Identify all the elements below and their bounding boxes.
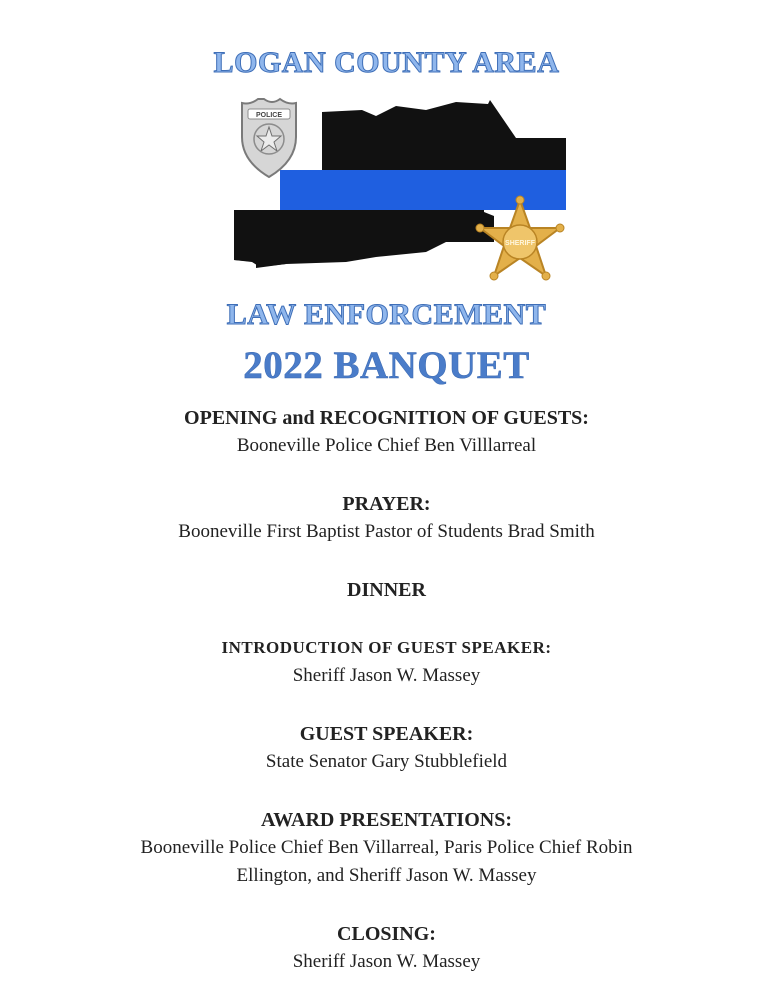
program-heading: INTRODUCTION OF GUEST SPEAKER:	[221, 638, 552, 657]
program-line: Sheriff Jason W. Massey	[292, 665, 481, 686]
title-2022-banquet: 2022 BANQUET	[243, 344, 530, 387]
program-list	[0, 404, 773, 976]
program-line: Sheriff Jason W. Massey	[292, 951, 481, 972]
program-line: State Senator Gary Stubblefield	[265, 751, 508, 772]
program-item-introduction	[0, 634, 773, 690]
program-heading: PRAYER:	[342, 493, 431, 515]
program-item-guest-speaker	[0, 720, 773, 776]
program-item-dinner	[0, 576, 773, 604]
program-heading: AWARD PRESENTATIONS:	[261, 809, 512, 831]
program-line: Booneville Police Chief Ben Villlarreal	[236, 435, 537, 456]
program-item-opening	[0, 404, 773, 460]
program-heading: GUEST SPEAKER:	[299, 723, 474, 745]
program-item-awards	[0, 806, 773, 890]
program-item-closing	[0, 920, 773, 976]
map-top-black-band	[322, 100, 566, 170]
program-line: Booneville Police Chief Ben Villarreal, Paris Police Chief Robin	[140, 837, 633, 858]
map-middle-black-band	[234, 210, 484, 224]
county-map-logo	[226, 92, 578, 292]
program-heading: CLOSING:	[337, 923, 436, 945]
program-line: Booneville First Baptist Pastor of Students Brad Smith	[178, 521, 595, 542]
program-item-prayer	[0, 490, 773, 546]
title-law-enforcement: LAW ENFORCEMENT	[226, 298, 547, 331]
svg-text:POLICE: POLICE	[255, 112, 283, 119]
title-logan-county-area: LOGAN COUNTY AREA	[213, 46, 560, 79]
police-badge-icon	[242, 99, 296, 177]
program-heading: DINNER	[347, 579, 426, 601]
program-line: Ellington, and Sheriff Jason W. Massey	[236, 865, 537, 886]
svg-text:SHERIFF: SHERIFF	[505, 240, 535, 247]
map-thin-blue-line	[280, 170, 566, 210]
program-heading: OPENING and RECOGNITION OF GUESTS:	[184, 407, 589, 429]
